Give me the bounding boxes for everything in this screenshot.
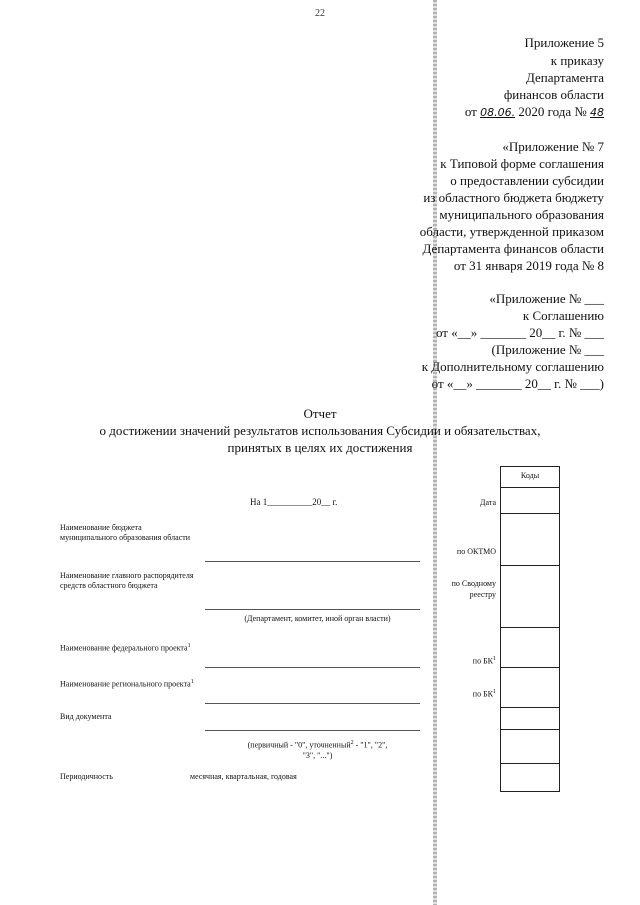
appendix7-line5: муниципального образования: [439, 207, 604, 222]
code-cell-periodicity[interactable]: [501, 763, 559, 764]
agreement-line2: к Соглашению: [522, 308, 604, 323]
periodicity-label: Периодичность: [60, 772, 113, 781]
code-cell-doc-type[interactable]: [501, 707, 559, 708]
doc-type-note: [205, 738, 430, 761]
code-cell-extra[interactable]: [501, 729, 559, 730]
handwritten-date: 08.06.: [480, 106, 516, 119]
report-title: Отчет: [303, 406, 337, 421]
appendix5-line1: Приложение 5: [524, 35, 604, 50]
appendix5-line2: к приказу: [550, 53, 604, 68]
federal-project-text: Наименование федерального проекта: [60, 643, 188, 653]
budget-name-label: Наименование бюджета муниципального образования области: [60, 523, 191, 542]
doc-type-line[interactable]: [205, 730, 420, 731]
manager-label: Наименование главного распорядителя средств областного бюджета: [60, 571, 194, 590]
appendix5-line4: финансов области: [503, 87, 604, 102]
appendix5-line3: Департамента: [525, 70, 604, 85]
codes-header: Коды: [520, 471, 540, 480]
federal-project-label: [60, 641, 200, 654]
budget-name-line[interactable]: [205, 561, 420, 562]
manager-note: (Департамент, комитет, иной орган власти): [244, 614, 391, 623]
appendix7-line8: от 31 января 2019 года № 8: [453, 258, 604, 273]
periodicity-value: месячная, квартальная, годовая: [190, 772, 297, 781]
code-cell-date[interactable]: [501, 487, 559, 488]
agreement-line5: к Дополнительному соглашению: [421, 359, 604, 374]
appendix5-date-line: [465, 103, 604, 121]
manager-line[interactable]: [205, 609, 420, 610]
handwritten-number: 48: [590, 106, 604, 119]
codes-column: [500, 466, 560, 792]
appendix7-line4: из областного бюджета бюджету: [423, 190, 604, 205]
bk-footnote-2: 1: [493, 689, 496, 695]
code-cell-registry[interactable]: [501, 565, 559, 566]
doc-type-note-c: "3", "..."): [302, 750, 333, 760]
appendix7-line6: области, утвержденной приказом: [419, 224, 604, 239]
code-cell-oktmo[interactable]: [501, 513, 559, 514]
date-label: Дата: [480, 498, 496, 507]
regional-project-label: [60, 677, 200, 690]
doc-type-note-b: - "1", "2",: [355, 740, 388, 750]
agreement-line4: (Приложение № ___: [491, 342, 604, 357]
doc-type-note-a: (первичный - "0", уточненный: [247, 740, 351, 750]
code-cell-bk1[interactable]: [501, 627, 559, 628]
doc-type-label: Вид документа: [60, 712, 112, 721]
agreement-line3: от «__» _______ 20__ г. № ___: [435, 325, 604, 340]
consolidated-registry-label: по Сводному реестру: [451, 579, 496, 599]
federal-project-line[interactable]: [205, 667, 420, 668]
page-number: 22: [315, 8, 325, 19]
bk-label-2-text: по БК: [472, 689, 493, 699]
report-as-of-date: На 1__________20__ г.: [250, 497, 338, 507]
footnote-2: 1: [190, 679, 194, 685]
bk-footnote-1: 1: [493, 656, 496, 662]
appendix7-line7: Департамента финансов области: [422, 241, 604, 256]
oktmo-label: по ОКТМО: [456, 547, 496, 556]
appendix7-line2: к Типовой форме соглашения: [440, 156, 604, 171]
footnote-3: 2: [350, 740, 354, 746]
date-suffix: 2020 года №: [518, 104, 587, 119]
agreement-line1: «Приложение № ___: [489, 291, 604, 306]
bk-label-1: [473, 654, 496, 667]
report-subtitle-line2: принятых в целях их достижения: [227, 440, 413, 455]
regional-project-text: Наименование регионального проекта: [60, 679, 191, 689]
appendix7-line1: «Приложение № 7: [502, 139, 604, 154]
bk-label-1-text: по БК: [472, 656, 493, 666]
code-cell-bk2[interactable]: [501, 667, 559, 668]
report-subtitle-line1: о достижении значений результатов использования Субсидии и обязательствах,: [99, 423, 541, 438]
date-prefix: от: [464, 104, 477, 119]
bk-label-2: [473, 687, 496, 700]
regional-project-line[interactable]: [205, 703, 420, 704]
appendix7-line3: о предоставлении субсидии: [450, 173, 604, 188]
footnote-1: 1: [187, 643, 191, 649]
agreement-line6: от «__» _______ 20__ г. № ___): [431, 376, 604, 391]
